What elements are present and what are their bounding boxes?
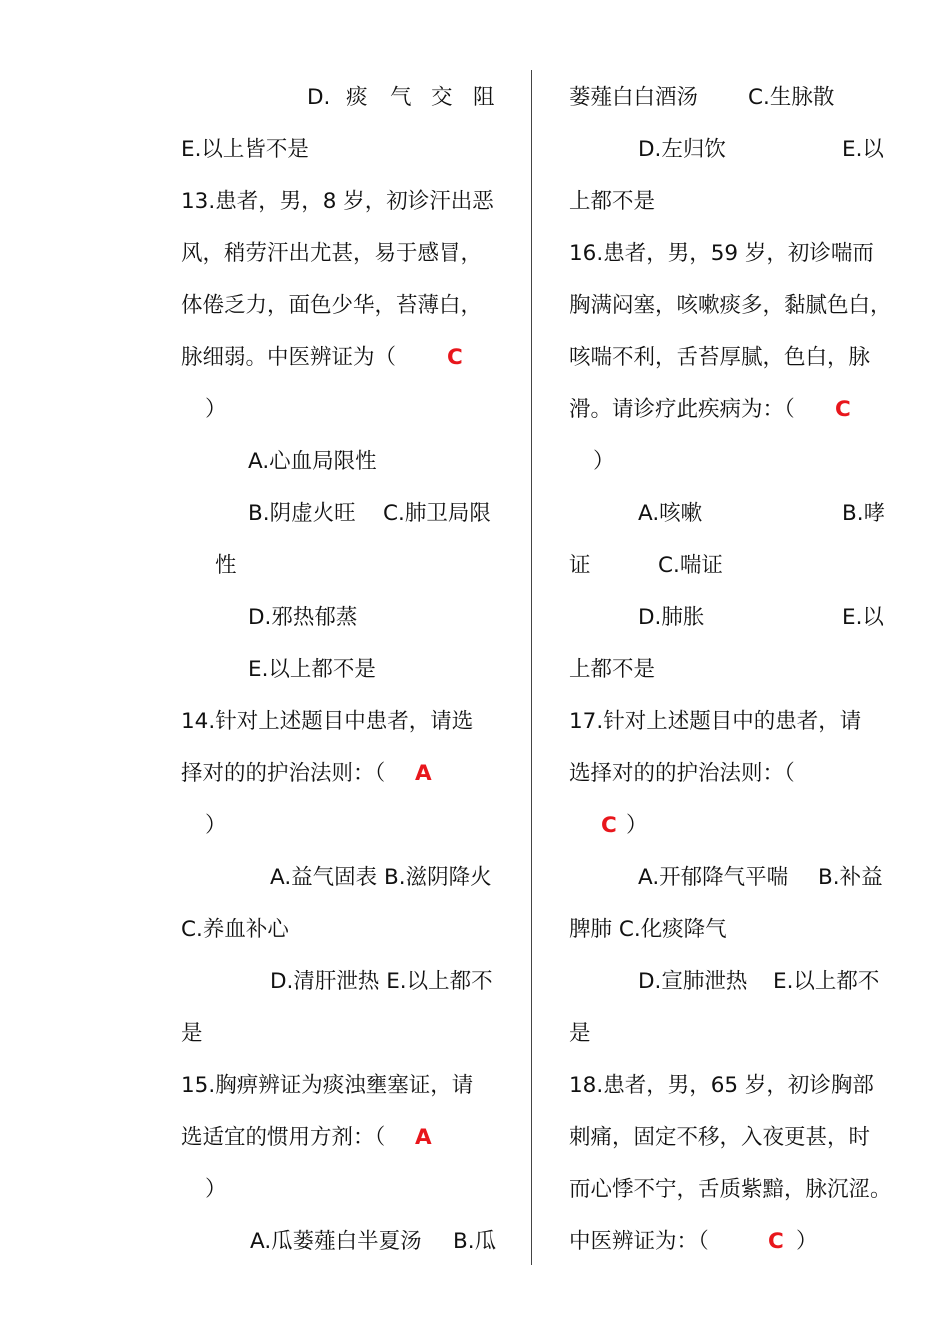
q13-stem-line: 体倦乏力，面色少华，苔薄白， [181,293,483,318]
q15-stem-line: 选适宜的惯用方剂：（ [181,1125,386,1150]
q15-option-b-cont: 蒌薤白白酒汤 [569,85,699,110]
q16-stem-line: 咳喘不利，舌苔厚腻，色白，脉 [569,345,871,370]
q16-stem-line: 滑。请诊疗此疾病为：（ [569,397,795,422]
q16-option-d: D.肺胀 [638,605,705,630]
q17-option-d: D.宣肺泄热 [638,969,748,994]
q17-close-paren: ） [626,813,648,838]
q13-answer: C [447,345,463,370]
q15-option-e: E.以 [842,137,884,162]
q15-option-d: D.左归饮 [638,137,726,162]
q18-answer: C [768,1229,784,1254]
q13-stem-line: 风，稍劳汗出尤甚，易于感冒， [181,241,483,266]
column-divider [531,70,532,1265]
q16-close-paren: ） [593,449,615,474]
q17-option-b: B.补益 [818,865,883,890]
q15-option-a: A.瓜蒌薤白半夏汤 [250,1229,422,1254]
q13-option-d: D.邪热郁蒸 [248,605,358,630]
q17-stem-line: 选择对的的护治法则：（ [569,761,795,786]
q12-option-d-char: 交 [431,85,453,110]
q17-option-e-cont: 是 [569,1021,591,1046]
q16-option-a: A.咳嗽 [638,501,703,526]
q15-close-paren: ） [205,1177,227,1202]
q17-options-bc: 脾肺 C.化痰降气 [569,917,727,942]
q13-stem-line: 脉细弱。中医辨证为（ [181,345,397,370]
q13-option-c: C.肺卫局限 [383,501,491,526]
q12-option-d-char: 痰 [346,85,368,110]
q18-close-paren: ） [796,1229,818,1254]
q14-stem-line: 择对的的护治法则：（ [181,761,386,786]
q17-option-e: E.以上都不 [773,969,880,994]
q16-option-b-cont: 证 [569,553,591,578]
q14-close-paren: ） [205,813,227,838]
q13-stem-line: 13.患者，男，8 岁，初诊汗出恶 [181,189,494,214]
q17-stem-line: 17.针对上述题目中的患者，请 [569,709,862,734]
q17-option-a: A.开郁降气平喘 [638,865,789,890]
q14-options-de: D.清肝泄热 E.以上都不 [270,969,493,994]
q16-option-b: B.哮 [842,501,886,526]
q16-answer: C [835,397,851,422]
q16-stem-line: 16.患者，男，59 岁，初诊喘而 [569,241,874,266]
q18-stem-line: 中医辨证为：（ [569,1229,709,1254]
q16-stem-line: 胸满闷塞，咳嗽痰多，黏腻色白， [569,293,892,318]
q12-option-d-char: 阻 [473,85,495,110]
q14-stem-line: 14.针对上述题目中患者，请选 [181,709,474,734]
q13-option-a: A.心血局限性 [248,449,377,474]
q18-stem-line: 而心悸不宁，舌质紫黯，脉沉涩。 [569,1177,892,1202]
q15-option-e-cont: 上都不是 [569,189,656,214]
q14-options-ab: A.益气固表 B.滋阴降火 [270,865,492,890]
q17-answer: C [601,813,617,838]
q15-option-c: C.生脉散 [748,85,835,110]
q12-option-d-letter: D. [307,85,331,110]
q13-option-c-cont: 性 [215,553,237,578]
q12-option-e: E.以上皆不是 [181,137,309,162]
q14-options-de-cont: 是 [181,1021,203,1046]
q18-stem-line: 18.患者，男，65 岁，初诊胸部 [569,1073,874,1098]
q13-close-paren: ） [205,397,227,422]
q14-option-c: C.养血补心 [181,917,289,942]
q13-option-e: E.以上都不是 [248,657,376,682]
q14-answer: A [415,761,432,786]
q16-option-c: C.喘证 [658,553,723,578]
q15-stem-line: 15.胸痹辨证为痰浊壅塞证，请 [181,1073,474,1098]
q15-option-b: B.瓜 [453,1229,497,1254]
q16-option-e: E.以 [842,605,884,630]
q12-option-d-char: 气 [390,85,412,110]
q15-answer: A [415,1125,432,1150]
q18-stem-line: 刺痛，固定不移，入夜更甚，时 [569,1125,871,1150]
q13-option-b: B.阴虚火旺 [248,501,356,526]
q16-option-e-cont: 上都不是 [569,657,656,682]
